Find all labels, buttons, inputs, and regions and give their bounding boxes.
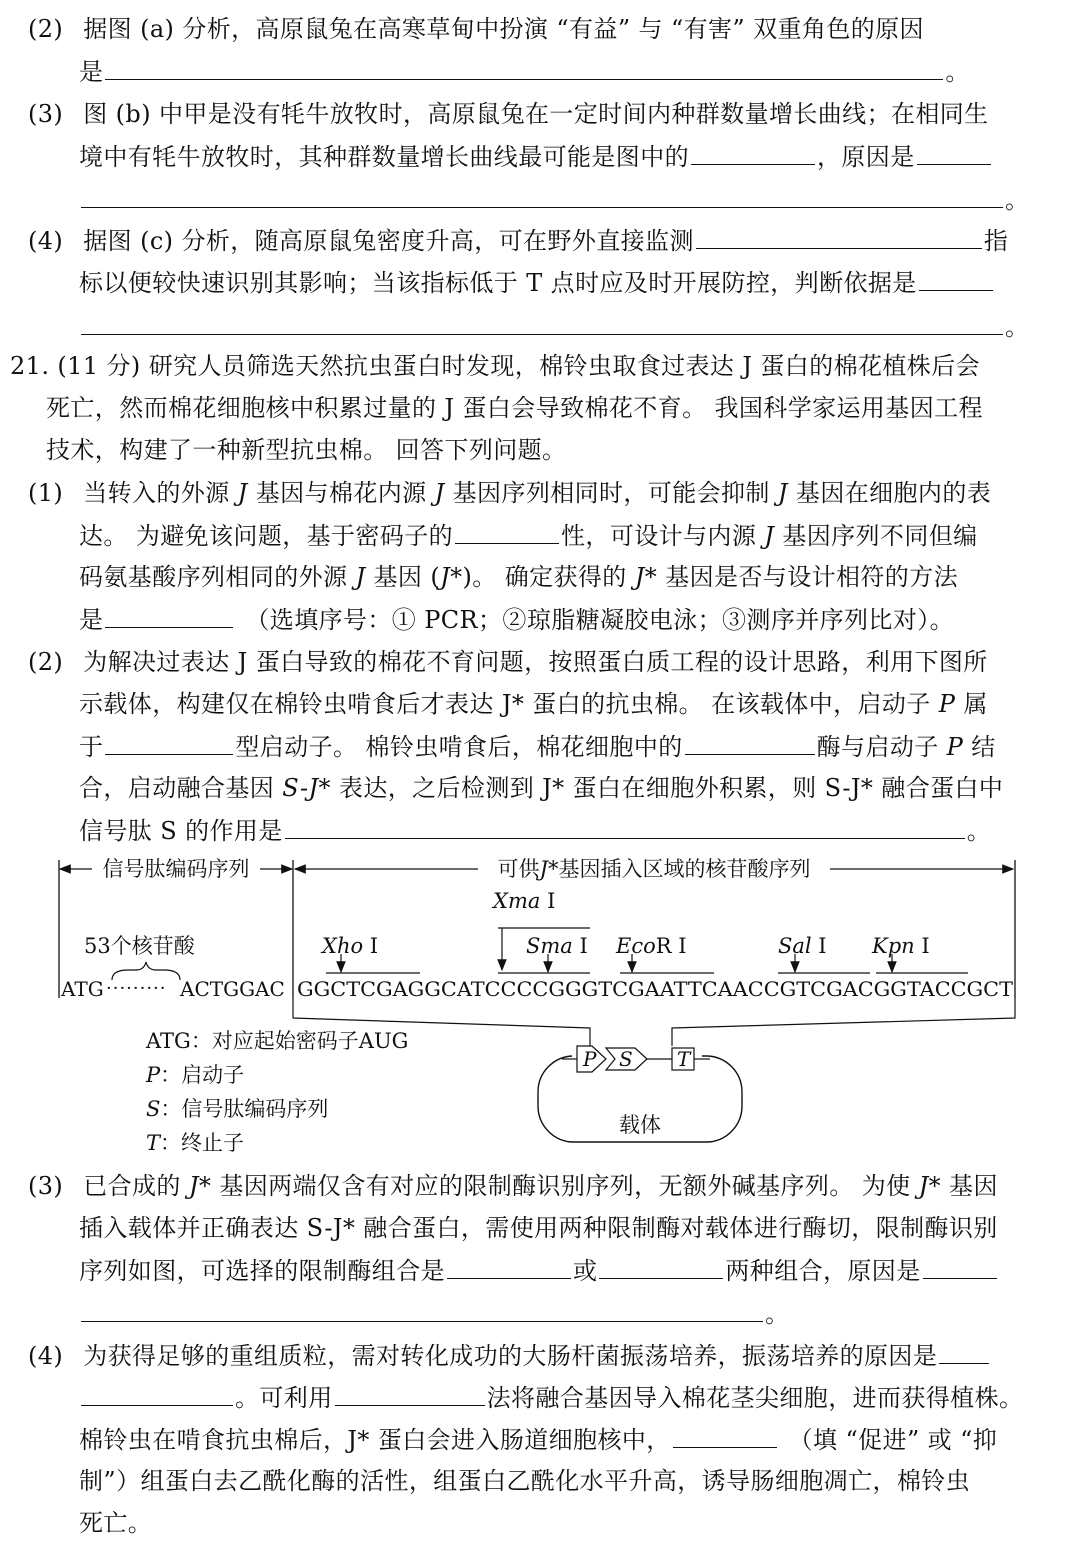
answer-blank[interactable]: [923, 1256, 997, 1279]
dots-text: ·········: [106, 978, 167, 999]
q21-p2-line4: [79, 774, 1003, 802]
q21-p1-line1: [28, 479, 991, 507]
q20-p4-text1a: 据图 (c) 分析，随高原鼠兔密度升高，可在野外直接监测: [83, 227, 694, 255]
q21-p3-text3a: 序列如图，可选择的限制酶组合是: [79, 1257, 445, 1285]
q21-p1-number: (1): [28, 479, 64, 507]
q21-p3-text2: 插入载体并正确表达 S-J* 融合蛋白，需使用两种限制酶对载体进行酶切，限制酶识别: [79, 1214, 998, 1242]
q21-p1-text2a: 达。 为避免该问题，基于密码子的: [79, 522, 454, 550]
answer-blank[interactable]: [599, 1256, 723, 1279]
q20-p4-text2: 标以便较快速识别其影响；当该指标低于 T 点时应及时开展防控，判断依据是: [79, 269, 917, 297]
q20-p2-line1: [28, 15, 924, 43]
q21-p2-text5: 信号肽 S 的作用是: [79, 817, 283, 845]
q21-p4-text1: 为获得足够的重组质粒，需对转化成功的大肠杆菌振荡培养，振荡培养的原因是: [83, 1342, 938, 1370]
q21-p4-text2a: 。可利用: [235, 1384, 333, 1412]
q21-p2-line2: [79, 690, 988, 718]
q21-p1-line4: [79, 605, 954, 634]
q20-p2-text2: 是: [79, 58, 104, 86]
q21-p1-text4a: 是: [79, 606, 104, 634]
q20-p3-number: (3): [28, 100, 64, 128]
answer-blank[interactable]: [335, 1383, 485, 1406]
q21-line3: [46, 436, 566, 464]
q21-p4-line3: [79, 1425, 997, 1454]
q21-p2-text3a: 于: [79, 733, 104, 761]
q21-text2: 死亡，然而棉花细胞核中积累过量的 J 蛋白会导致棉花不育。 我国科学家运用基因工程: [46, 394, 983, 422]
q21-line2: [46, 394, 983, 422]
q21-p2-line3: [79, 732, 996, 761]
insert-label: 可供J*基因插入区域的核苷酸序列: [497, 857, 811, 881]
promoter-label: P: [583, 1047, 597, 1071]
q20-p4-text1b: 指: [983, 227, 1009, 255]
answer-blank[interactable]: [917, 142, 991, 165]
q21-p2-text1: 为解决过表达 J 蛋白导致的棉花不育问题，按照蛋白质工程的设计思路，利用下图所: [83, 648, 988, 676]
nt53-label: 53个核苷酸: [84, 934, 195, 958]
answer-blank[interactable]: [455, 521, 559, 544]
q21-p1-line2: [79, 521, 978, 550]
q21-p1-line3: [79, 563, 958, 591]
funnel-right: [672, 998, 1015, 1048]
q20-p3-text1: 图 (b) 中甲是没有牦牛放牧时，高原鼠兔在一定时间内种群数量增长曲线；在相同生: [83, 100, 989, 128]
answer-blank[interactable]: [673, 1425, 777, 1448]
signal-box-label: S: [619, 1047, 633, 1071]
enzyme-label-sma: Sma I: [526, 934, 588, 958]
actggac-text: ACTGGAC: [180, 977, 285, 1001]
atg-text: ATG: [61, 977, 104, 1001]
q21-p4-text2b: 法将融合基因导入棉花茎尖细胞，进而获得植株。: [486, 1384, 1024, 1412]
answer-blank[interactable]: [105, 605, 233, 628]
q21-p1-text1: 当转入的外源 J 基因与棉花内源 J 基因序列相同时，可能会抑制 J 基因在细胞内的表: [83, 479, 992, 507]
q21-p2-text3b: 型启动子。 棉铃虫啃食后，棉花细胞中的: [235, 733, 683, 761]
answer-blank[interactable]: [105, 57, 943, 80]
answer-blank[interactable]: [105, 732, 233, 755]
q21-p1-text2b: 性，可设计与内源 J 基因序列不同但编: [561, 522, 978, 550]
q21-p3-line2: [79, 1214, 998, 1242]
period: 。: [765, 1300, 790, 1328]
legend-s: S：信号肽编码序列: [146, 1097, 329, 1121]
period: 。: [966, 817, 992, 845]
q20-p3-text2a: 境中有牦牛放牧时，其种群数量增长曲线最可能是图中的: [79, 143, 689, 171]
q20-p4-number: (4): [28, 227, 64, 255]
q21-p3-number: (3): [28, 1172, 64, 1200]
insert-sequence: GGCTCGAGGCATCCCCGGGTCGAATTCAACCGTCGACGGTACCGCT: [297, 977, 1014, 1001]
answer-blank[interactable]: [81, 1383, 233, 1406]
q21-p2-text2: 示载体，构建仅在棉铃虫啃食后才表达 J* 蛋白的抗虫棉。 在该载体中，启动子 P 属: [79, 690, 988, 718]
q20-p4-line1: [28, 226, 1008, 255]
q21-p3-text1: 已合成的 J* 基因两端仅含有对应的限制酶识别序列，无额外碱基序列。 为使 J* 基因: [83, 1172, 998, 1200]
q21-p3-text3b: 或: [573, 1257, 598, 1285]
period: 。: [945, 58, 970, 86]
q21-p1-text3: 码氨基酸序列相同的外源 J 基因 (J*)。 确定获得的 J* 基因是否与设计相符的方法: [79, 563, 958, 591]
q21-p4-text5: 死亡。: [79, 1509, 153, 1537]
q21-p4-line2: [79, 1383, 1023, 1412]
answer-blank[interactable]: [685, 732, 815, 755]
q21-p3-text3c: 两种组合，原因是: [725, 1257, 921, 1285]
enzyme-label-sal: Sal I: [778, 934, 827, 958]
q21-p2-line1: [28, 648, 988, 676]
answer-blank[interactable]: [691, 142, 815, 165]
q21-p3-line3: [79, 1256, 999, 1285]
answer-blank[interactable]: [939, 1341, 989, 1364]
q20-p3-line2: [79, 142, 993, 171]
enzyme-label-kpn: Kpn I: [872, 934, 930, 958]
answer-blank[interactable]: [447, 1256, 571, 1279]
legend-atg: ATG：对应起始密码子AUG: [146, 1029, 409, 1053]
q20-p3-text2b: ，原因是: [817, 143, 915, 171]
q20-p2-text1: 据图 (a) 分析，高原鼠兔在高寒草甸中扮演 “有益” 与 “有害” 双重角色的原因: [83, 15, 924, 43]
q20-p4-line2: [79, 268, 995, 297]
q21-p2-text3c: 酶与启动子 P 结: [816, 733, 996, 761]
q21-p4-number: (4): [28, 1342, 64, 1370]
q20-p4-line3: [79, 312, 1029, 341]
q20-p3-line3: [79, 185, 1029, 214]
q20-p3-line1: [28, 100, 989, 128]
q21-p4-text3b: （填 “促进” 或 “抑: [788, 1426, 998, 1454]
answer-blank[interactable]: [285, 816, 965, 839]
terminator-label: T: [677, 1047, 691, 1071]
q21-p4-line5: [79, 1509, 152, 1537]
legend-t: T：终止子: [146, 1131, 245, 1155]
q21-p1-text4b: （选填序号：① PCR；②琼脂糖凝胶电泳；③测序并序列比对）。: [245, 606, 955, 634]
signal-label: 信号肽编码序列: [102, 857, 250, 881]
q21-text1: (11 分) 研究人员筛选天然抗虫蛋白时发现，棉铃虫取食过表达 J 蛋白的棉花植株后会: [57, 352, 981, 380]
q21-p4-text3a: 棉铃虫在啃食抗虫棉后，J* 蛋白会进入肠道细胞核中，: [79, 1426, 671, 1454]
period: 。: [1005, 313, 1030, 341]
legend-p: P：启动子: [146, 1063, 245, 1087]
q21-p4-line1: [28, 1341, 991, 1370]
q21-p2-text4: 合，启动融合基因 S-J* 表达，之后检测到 J* 蛋白在细胞外积累，则 S-J* 融合蛋白中: [79, 774, 1004, 802]
answer-blank[interactable]: [81, 312, 1003, 335]
period: 。: [1005, 186, 1030, 214]
q21-number: 21.: [10, 352, 50, 380]
vector-diagram: [50, 848, 1050, 1168]
q21-p2-number: (2): [28, 648, 64, 676]
answer-blank[interactable]: [919, 268, 993, 291]
enzyme-label-eco: EcoR I: [616, 934, 687, 958]
q21-p2-line5: [79, 816, 991, 845]
vector-label: 载体: [619, 1113, 661, 1137]
q21-p4-text4: 制”）组蛋白去乙酰化酶的活性，组蛋白乙酰化水平升高，诱导肠细胞凋亡，棉铃虫: [79, 1467, 971, 1495]
q21-line1: [10, 352, 980, 380]
q21-text3: 技术，构建了一种新型抗虫棉。 回答下列问题。: [46, 436, 567, 464]
q20-p2-number: (2): [28, 15, 64, 43]
answer-blank[interactable]: [81, 1299, 763, 1322]
q21-p3-line1: [28, 1172, 998, 1200]
answer-blank[interactable]: [81, 185, 1003, 208]
q20-p2-line2: [79, 57, 970, 86]
q21-p4-line4: [79, 1467, 970, 1495]
enzyme-label-xma: Xma I: [493, 889, 556, 913]
answer-blank[interactable]: [696, 226, 982, 249]
enzyme-label-xho: Xho I: [322, 934, 379, 958]
q21-p3-line4: [79, 1299, 789, 1328]
